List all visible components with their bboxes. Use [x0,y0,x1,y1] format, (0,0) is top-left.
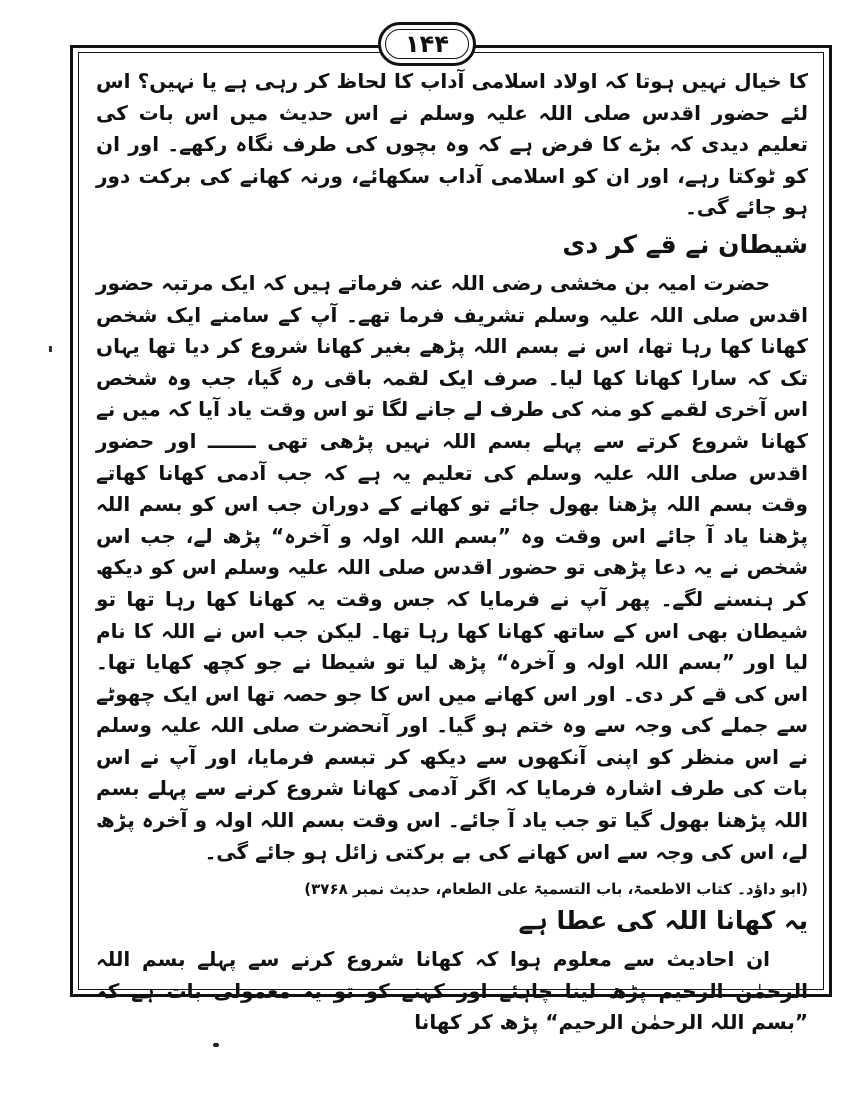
paragraph-intro: کا خیال نہیں ہوتا کہ اولاد اسلامی آداب کا لحاظ کر رہی ہے یا نہیں؟ اس لئے حضور اقدس صلی اللہ علیہ وسلم نے اس حدیث میں اس بات کی تعلیم دیدی کہ بڑے کا فرض ہے کہ وہ بچوں کی طرف نگاہ رکھے۔ اور ان کو ٹوکتا رہے، اور ان کو اسلامی آداب سکھائے، ورنہ کھانے کی برکت دور ہو جائے گی۔ [96,69,808,220]
hadith-reference: (ابو داؤد۔ کتاب الاطعمۃ، باب التسمیۃ علی الطعام، حدیث نمبر ۳۷۶۸) [304,880,808,899]
paragraph-hadith: حضرت امیہ بن مخشی رضی اللہ عنہ فرماتے ہیں کہ ایک مرتبہ حضور اقدس صلی اللہ علیہ وسلم تشریف فرما تھے۔ آپ کے سامنے ایک شخص کھانا کھا رہا تھا، اس نے بسم اللہ پڑھے بغیر کھانا شروع کر دیا تھا یہاں تک کہ سارا کھانا کھا لیا۔ صرف ایک لقمہ باقی رہ گیا، جب وہ شخص اس آخری لقمے کو منہ کی طرف لے جانے لگا تو اس وقت یاد آیا کہ میں نے کھانا شروع کرتے سے پہلے بسم اللہ نہیں پڑھی تھی ـــــــ اور حضور اقدس صلی اللہ علیہ وسلم کی تعلیم یہ ہے کہ جب آدمی کھانا کھاتے وقت بسم اللہ پڑھنا بھول جائے تو کھانے کے دوران جب اس کو بسم اللہ پڑھنا یاد آ جائے اس وقت وہ ”بسم اللہ اولہ و آخرہ“ پڑھ لے، جب اس شخص نے یہ دعا پڑھی تو حضور اقدس صلی اللہ علیہ وسلم اس کو دیکھ کر ہنسنے لگے۔ پھر آپ نے فرمایا کہ جس وقت یہ کھانا کھا رہا تھا تو شیطان بھی اس کے ساتھ کھانا کھا رہا تھا۔ لیکن جب اس نے اللہ کا نام لیا اور ”بسم اللہ اولہ و آخرہ“ پڑھ لیا تو شیطا نے جو کچھ کھایا تھا۔ اس کی قے کر دی۔ اور اس کھانے میں اس کا جو حصہ تھا اس ایک چھوٹے سے جملے کی وجہ سے وہ ختم ہو گیا۔ اور آنحضرت صلی اللہ علیہ وسلم نے اس منظر کو اپنی آنکھوں سے دیکھ کر تبسم فرمایا، اور آپ نے اس بات کی طرف اشارہ فرمایا کہ اگر آدمی کھانا شروع کرنے سے پہلے بسم اللہ پڑھنا بھول گیا تو جب یاد آ جائے۔ اس وقت بسم اللہ اولہ و آخرہ پڑھ لے، اس کی وجہ سے اس کھانے کی بے برکتی زائل ہو جائے گی۔ [96,270,808,864]
section-heading-ata: یہ کھانا اللہ کی عطا ہے [518,906,808,936]
page-content [96,66,808,1035]
margin-mark [49,346,52,352]
paragraph-conclusion: ان احادیث سے معلوم ہوا کہ کھانا شروع کرنے سے پہلے بسم اللہ الرحمٰن الرحیم پڑھ لینا چاہئے اور کہنے کو تو یہ معمولی بات ہے کہ ”بسم اللہ الرحمٰن الرحیم“ پڑھ کر کھانا [96,947,808,1035]
scan-speck [213,1043,219,1047]
page-number: ۱۴۴ [405,30,449,58]
page-number-badge [378,22,476,66]
section-heading-shaitan: شیطان نے قے کر دی [562,229,808,259]
